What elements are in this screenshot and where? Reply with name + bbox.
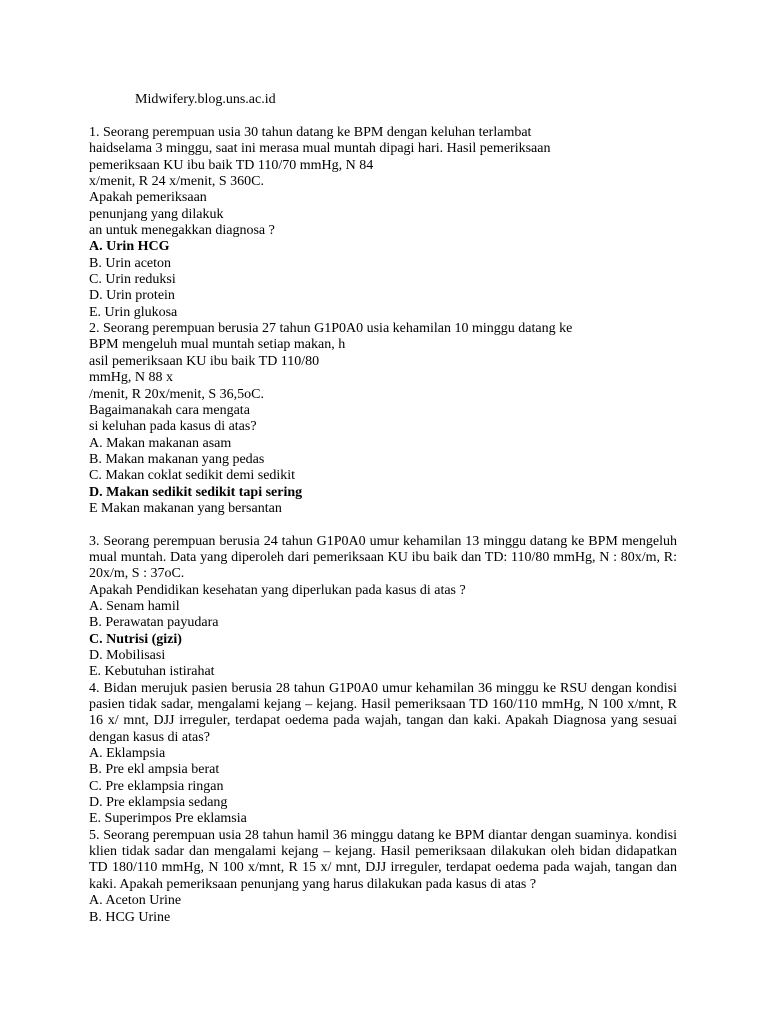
question-2-line: BPM mengeluh mual muntah setiap makan, h (89, 337, 346, 353)
question-2-line: /menit, R 20x/menit, S 36,5oC. (89, 386, 265, 402)
question-3-option-d: D. Mobilisasi (89, 648, 166, 663)
question-1 (89, 125, 677, 321)
question-2-line: mmHg, N 88 x (89, 370, 173, 386)
question-1-option-e: E. Urin glukosa (89, 304, 178, 320)
question-1-option-b: B. Urin aceton (89, 255, 172, 271)
question-4-option-b: B. Pre ekl ampsia berat (89, 762, 220, 778)
question-4-option-e: E. Superimpos Pre eklamsia (89, 811, 247, 827)
question-2-option-d-answer: D. Makan sedikit sedikit tapi sering (89, 484, 303, 500)
question-5 (89, 828, 677, 926)
question-1-line: haidselama 3 minggu, saat ini merasa mual muntah dipagi hari. Hasil pemeriksaan (89, 141, 551, 157)
question-3-option-c-answer: C. Nutrisi (gizi) (89, 631, 182, 647)
question-1-line: penunjang yang dilakuk (89, 206, 224, 222)
question-2-option-c: C. Makan coklat sedikit demi sedikit (89, 468, 296, 484)
question-4 (89, 681, 677, 828)
question-3-option-e: E. Kebutuhan istirahat (89, 664, 215, 680)
question-1-option-d: D. Urin protein (89, 288, 175, 304)
question-1-line: x/menit, R 24 x/menit, S 360C. (89, 174, 265, 190)
question-2-option-e: E Makan makanan yang bersantan (89, 500, 282, 516)
blank-line (89, 517, 677, 533)
question-5-option-b: B. HCG Urine (89, 909, 171, 925)
question-2-line: Bagaimanakah cara mengata (89, 402, 250, 418)
question-2-option-b: B. Makan makanan yang pedas (89, 451, 265, 467)
page-header: Midwifery.blog.uns.ac.id (135, 92, 276, 107)
question-2-line: 2. Seorang perempuan berusia 27 tahun G1P0A0 usia kehamilan 10 minggu datang ke (89, 321, 573, 337)
question-3-prompt: Apakah Pendidikan kesehatan yang diperlukan pada kasus di atas ? (89, 582, 466, 598)
question-2-line: si keluhan pada kasus di atas? (89, 419, 257, 435)
question-3 (89, 534, 677, 681)
question-3-stem: 3. Seorang perempuan berusia 24 tahun G1P0A0 umur kehamilan 13 minggu datang ke BPM mengeluh mual muntah. Data yang diperoleh dari pemeriksaan KU ibu baik dan TD: 110/80 mmHg, N : 80x/m, R: 20x/m, S : 37oC. (89, 533, 677, 582)
question-4-option-a: A. Eklampsia (89, 746, 166, 762)
question-4-stem: 4. Bidan merujuk pasien berusia 28 tahun G1P0A0 umur kehamilan 36 minggu ke RSU dengan kondisi pasien tidak sadar, mengalami kejang – kejang. Hasil pemeriksaan TD 160/110 mmHg, N 100 x/mnt, R 16 x/ mnt, DJJ irreguler, terdapat oedema pada wajah, tangan dan kaki. Apakah Diagnosa yang sesuai dengan kasus di atas? (89, 680, 677, 745)
document-body (89, 125, 677, 926)
question-5-stem: 5. Seorang perempuan usia 28 tahun hamil 36 minggu datang ke BPM diantar dengan suaminya. kondisi klien tidak sadar dan mengalami kejang – kejang. Hasil pemeriksaan dilakukan oleh bidan didapatkan TD 180/110 mmHg, N 100 x/mnt, R 15 x/ mnt, DJJ irreguler, terdapat oedema pada wajah, tangan dan kaki. Apakah pemeriksaan penunjang yang harus dilakukan pada kasus di atas ? (89, 827, 677, 892)
question-1-line: an untuk menegakkan diagnosa ? (89, 223, 275, 239)
question-4-option-d: D. Pre eklampsia sedang (89, 795, 228, 811)
question-2 (89, 321, 677, 517)
question-1-option-a-answer: A. Urin HCG (89, 239, 170, 255)
question-1-option-c: C. Urin reduksi (89, 272, 176, 288)
question-2-option-a: A. Makan makanan asam (89, 435, 232, 451)
question-3-option-b: B. Perawatan payudara (89, 615, 219, 631)
question-1-line: 1. Seorang perempuan usia 30 tahun datang ke BPM dengan keluhan terlambat (89, 125, 532, 140)
question-5-option-a: A. Aceton Urine (89, 893, 182, 909)
question-2-line: asil pemeriksaan KU ibu baik TD 110/80 (89, 353, 320, 369)
question-3-option-a: A. Senam hamil (89, 598, 180, 614)
question-1-line: Apakah pemeriksaan (89, 190, 207, 206)
question-1-line: pemeriksaan KU ibu baik TD 110/70 mmHg, N 84 (89, 157, 374, 173)
question-4-option-c: C. Pre eklampsia ringan (89, 778, 224, 794)
